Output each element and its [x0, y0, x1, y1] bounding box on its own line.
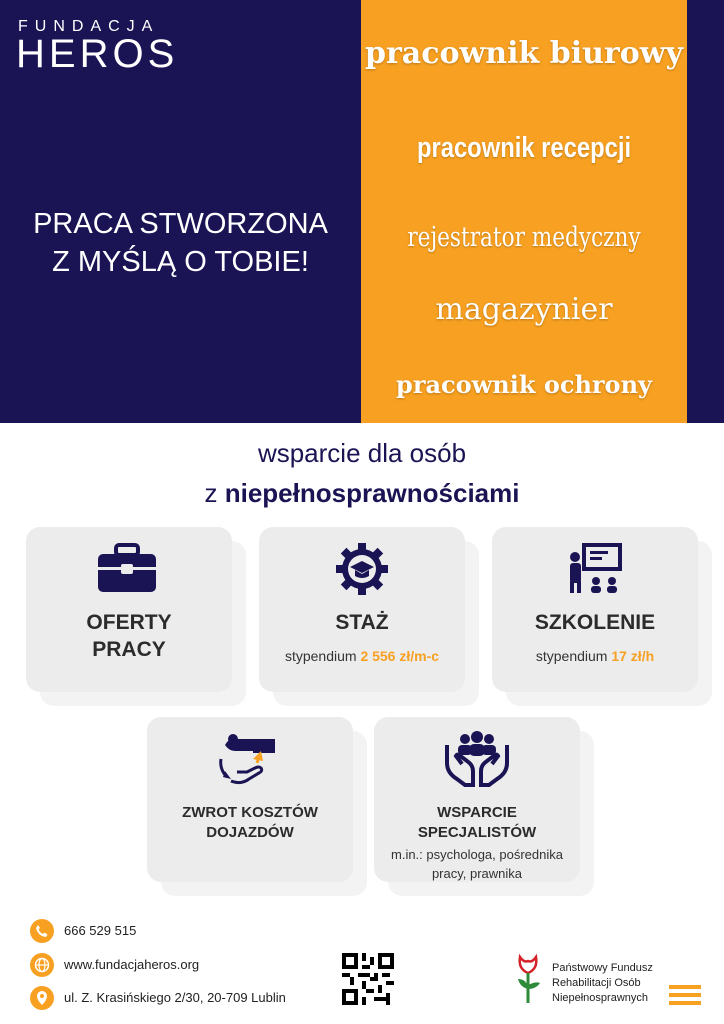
card-title-line: PRACY: [92, 638, 166, 661]
pfron-line: Rehabilitacji Osób: [552, 977, 641, 989]
card-note-line: m.in.: psychologa, pośrednika: [391, 847, 563, 862]
location-pin-icon: [30, 986, 54, 1010]
money-hand-icon: [213, 729, 279, 787]
card-title: [147, 803, 353, 843]
card-internship: [259, 527, 465, 692]
card-note-line: pracy, prawnika: [431, 866, 523, 881]
card-title-line: DOJAZDÓW: [206, 824, 294, 841]
qr-code[interactable]: [342, 953, 394, 1005]
address: ul. Z. Krasińskiego 2/30, 20-709 Lublin: [64, 990, 286, 1005]
card-note: [259, 648, 465, 664]
people-hands-icon: [443, 731, 511, 787]
card-title-line: WSPARCIE: [437, 804, 517, 821]
job-item: pracownik biurowy: [364, 36, 684, 71]
card-title: STAŻ: [335, 611, 389, 634]
pfron-line: Niepełnosprawnych: [552, 992, 648, 1004]
logo-big-text: HEROS: [16, 32, 179, 76]
card-note: [374, 845, 580, 883]
stipend-value: 2 556 zł/m-c: [360, 648, 440, 664]
pfron-name: [552, 961, 653, 1006]
note-prefix: stypendium: [535, 648, 612, 664]
website-link[interactable]: www.fundacjaheros.org: [64, 957, 200, 972]
card-title-line: OFERTY: [86, 611, 172, 634]
card-job-offers: [26, 527, 232, 692]
phone-number[interactable]: 666 529 515: [64, 923, 137, 938]
job-item: pracownik ochrony: [396, 370, 652, 399]
subtitle-line-2: [0, 478, 724, 509]
stipend-value: 17 zł/h: [611, 648, 655, 664]
headline-line-1: PRACA STWORZONA: [33, 208, 328, 240]
card-title: [374, 803, 580, 843]
card-specialists: [374, 717, 580, 882]
job-item: magazynier: [435, 292, 613, 327]
job-item: pracownik recepcji: [416, 132, 632, 164]
phone-icon: [30, 919, 54, 943]
card-travel-refund: [147, 717, 353, 882]
pfron-logo-icon: [512, 951, 544, 1009]
card-title: [26, 609, 232, 663]
graduation-gear-icon: [334, 541, 390, 597]
menu-lines-icon: [669, 985, 701, 1005]
subtitle-bold: niepełnosprawnościami: [224, 478, 520, 508]
job-item: rejestrator medyczny: [407, 222, 641, 253]
subtitle-line-1: wsparcie dla osób: [257, 438, 467, 468]
note-prefix: stypendium: [284, 648, 361, 664]
briefcase-icon: [96, 543, 158, 595]
card-title-line: ZWROT KOSZTÓW: [182, 804, 318, 821]
globe-icon: [30, 953, 54, 977]
logo-small-text: FUNDACJA: [18, 18, 160, 35]
teacher-board-icon: [568, 541, 624, 595]
card-note: [492, 648, 698, 664]
headline-line-2: Z MYŚLĄ O TOBIE!: [52, 246, 309, 278]
card-title: SZKOLENIE: [534, 611, 656, 634]
subtitle-prefix: z: [204, 478, 225, 508]
pfron-line: Państwowy Fundusz: [552, 962, 653, 974]
card-title-line: SPECJALISTÓW: [417, 824, 537, 841]
card-training: [492, 527, 698, 692]
headline: [0, 205, 361, 281]
